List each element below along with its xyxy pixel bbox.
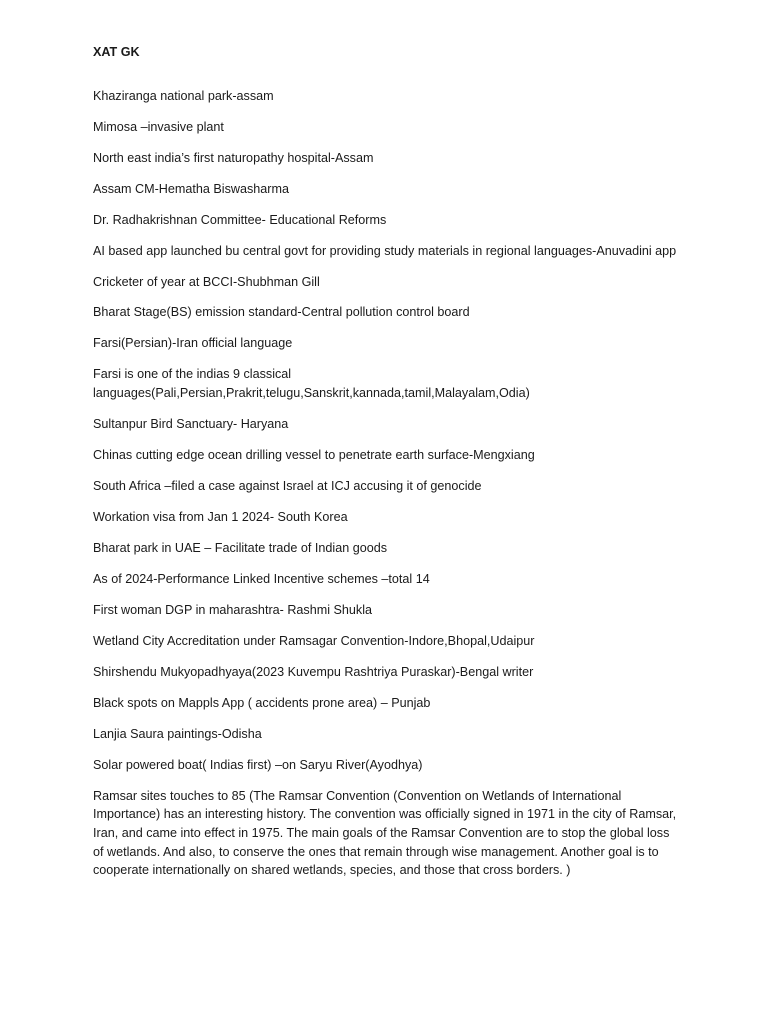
line-mappls-black-spots: Black spots on Mappls App ( accidents prone area) – Punjab: [93, 695, 431, 710]
line-pli-schemes: As of 2024-Performance Linked Incentive schemes –total 14: [93, 571, 430, 586]
line-sultanpur: Sultanpur Bird Sanctuary- Haryana: [93, 417, 289, 432]
line-mengxiang: Chinas cutting edge ocean drilling vessel to penetrate earth surface-Mengxiang: [93, 448, 535, 463]
line-solar-boat: Solar powered boat( Indias first) –on Saryu River(Ayodhya): [93, 757, 423, 772]
line-assam-cm: Assam CM-Hematha Biswasharma: [93, 181, 289, 196]
document-title: XAT GK: [93, 45, 140, 59]
line-ramsar-sites: Ramsar sites touches to 85 (The Ramsar Convention (Convention on Wetlands of International Importance) has an interesting history. The convention was officially signed in 1971 in the city of Ramsar, Iran, and came into effect in 1975. The main goals of the Ramsar Convention are to stop the global loss of wetlands. And also, to conserve the ones that remain through wise management. Another goal is to cooperate internationally on shared wetlands, species, and those that cross borders. ): [93, 788, 677, 878]
line-lanjia-saura: Lanjia Saura paintings-Odisha: [93, 726, 262, 741]
line-bharat-stage: Bharat Stage(BS) emission standard-Central pollution control board: [93, 305, 470, 320]
line-wetland-city: Wetland City Accreditation under Ramsagar Convention-Indore,Bhopal,Udaipur: [93, 633, 535, 648]
document-page: [93, 43, 683, 892]
line-south-africa-icj: South Africa –filed a case against Israel at ICJ accusing it of genocide: [93, 479, 482, 493]
line-radhakrishnan-committee: Dr. Radhakrishnan Committee- Educational Reforms: [93, 212, 387, 227]
line-khaziranga: Khaziranga national park-assam: [93, 88, 274, 103]
line-bharat-park: Bharat park in UAE – Facilitate trade of Indian goods: [93, 540, 388, 555]
line-cricketer-of-year: Cricketer of year at BCCI-Shubhman Gill: [93, 274, 320, 289]
line-workation-visa: Workation visa from Jan 1 2024- South Korea: [93, 509, 348, 524]
line-kuvempu-puraskar: Shirshendu Mukyopadhyaya(2023 Kuvempu Rashtriya Puraskar)-Bengal writer: [93, 664, 534, 679]
line-farsi-official: Farsi(Persian)-Iran official language: [93, 336, 293, 351]
line-mimosa: Mimosa –invasive plant: [93, 119, 224, 134]
line-farsi-classical: Farsi is one of the indias 9 classical languages(Pali,Persian,Prakrit,telugu,Sanskrit,kannada,tamil,Malayalam,Odia): [93, 367, 530, 401]
line-first-woman-dgp: First woman DGP in maharashtra- Rashmi Shukla: [93, 602, 373, 617]
line-naturopathy-hospital: North east india’s first naturopathy hospital-Assam: [93, 150, 374, 165]
line-anuvadini-app: AI based app launched bu central govt for providing study materials in regional languages-Anuvadini app: [93, 243, 677, 258]
